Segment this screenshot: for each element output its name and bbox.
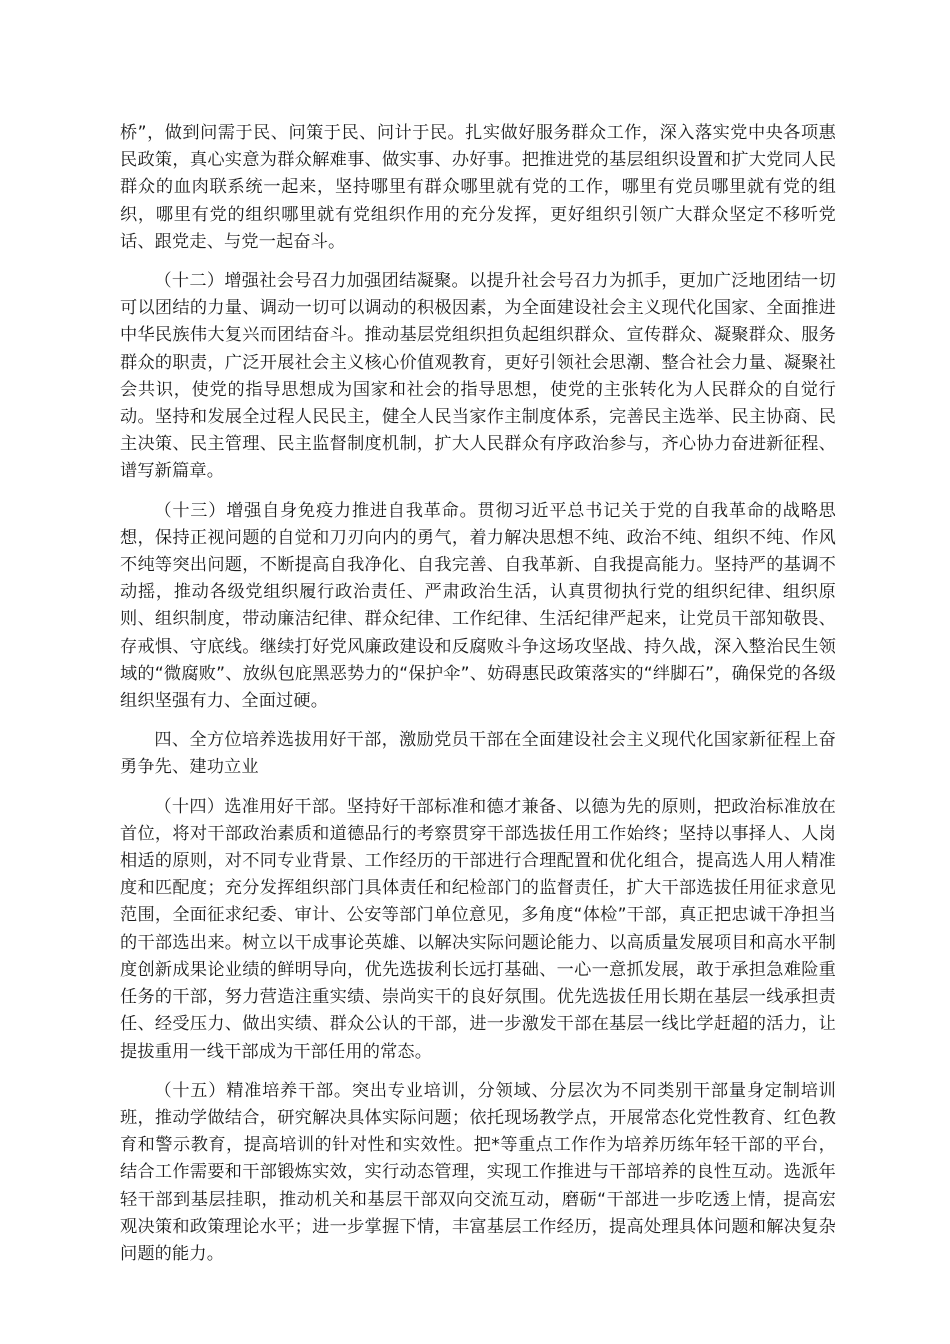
paragraph-section-12: （十二）增强社会号召力加强团结凝聚。以提升社会号召力为抓手，更加广泛地团结一切可以团结的力量、调动一切可以调动的积极因素，为全面建设社会主义现代化国家、全面推进中华民族伟大复兴而团结奋斗。推动基层党组织担负起组织群众、宣传群众、凝聚群众、服务群众的职责，广泛开展社会主义核心价值观教育，更好引领社会思潮、整合社会力量、凝聚社会共识，使党的指导思想成为国家和社会的指导思想，使党的主张转化为人民群众的自觉行动。坚持和发展全过程人民民主，健全人民当家作主制度体系，完善民主选举、民主协商、民主决策、民主管理、民主监督制度机制，扩大人民群众有序政治参与，齐心协力奋进新征程、谱写新篇章。 bbox=[120, 271, 836, 482]
paragraph-section-15: （十五）精准培养干部。突出专业培训，分领域、分层次为不同类别干部量身定制培训班，推动学做结合，研究解决具体实际问题；依托现场教学点，开展常态化党性教育、红色教育和警示教育，提高培训的针对性和实效性。把*等重点工作作为培养历练年轻干部的平台，结合工作需要和干部锻炼实效，实行动态管理，实现工作推进与干部培养的良性互动。选派年轻干部到基层挂职，推动机关和基层干部双向交流互动，磨砺“干部进一步吃透上情，提高宏观决策和政策理论水平；进一步掌握下情，丰富基层工作经历，提高处理具体问题和解决复杂问题的能力。 bbox=[120, 1080, 836, 1264]
paragraph-section-13: （十三）增强自身免疫力推进自我革命。贯彻习近平总书记关于党的自我革命的战略思想，保持正视问题的自觉和刀刃向内的勇气，着力解决思想不纯、政治不纯、组织不纯、作风不纯等突出问题，不断提高自我净化、自我完善、自我革新、自我提高能力。坚持严的基调不动摇，推动各级党组织履行政治责任、严肃政治生活，认真贯彻执行党的组织纪律、组织原则、组织制度，带动廉洁纪律、群众纪律、工作纪律、生活纪律严起来，让党员干部知敬畏、存戒惧、守底线。继续打好党风廉政建设和反腐败斗争这场攻坚战、持久战，深入整治民生领域的“微腐败”、放纵包庇黑恶势力的“保护伞”、妨碍惠民政策落实的“绊脚石”，确保党的各级组织坚强有力、全面过硬。 bbox=[120, 500, 836, 712]
section-heading-4: 四、全方位培养选拔用好干部，激励党员干部在全面建设社会主义现代化国家新征程上奋勇争先、建功立业 bbox=[120, 730, 836, 778]
document-page bbox=[120, 120, 836, 1280]
paragraph-continuation: 桥”，做到问需于民、问策于民、问计于民。扎实做好服务群众工作，深入落实党中央各项惠民政策，真心实意为群众解难事、做实事、办好事。把推进党的基层组织设置和扩大党同人民群众的血肉联系统一起来，坚持哪里有群众哪里就有党的工作，哪里有党员哪里就有党的组织，哪里有党的组织哪里就有党组织作用的充分发挥，更好组织引领广大群众坚定不移听党话、跟党走、与党一起奋斗。 bbox=[120, 123, 836, 252]
paragraph-section-14: （十四）选准用好干部。坚持好干部标准和德才兼备、以德为先的原则，把政治标准放在首位，将对干部政治素质和道德品行的考察贯穿干部选拔任用工作始终；坚持以事择人、人岗相适的原则，对不同专业背景、工作经历的干部进行合理配置和优化组合，提高选人用人精准度和匹配度；充分发挥组织部门具体责任和纪检部门的监督责任，扩大干部选拔任用征求意见范围，全面征求纪委、审计、公安等部门单位意见，多角度“体检”干部，真正把忠诚干净担当的干部选出来。树立以干成事论英雄、以解决实际问题论能力、以高质量发展项目和高水平制度创新成果论业绩的鲜明导向，优先选拔利长远打基础、一心一意抓发展，敢于承担急难险重任务的干部，努力营造注重实绩、崇尚实干的良好氛围。优先选拔任用长期在基层一线承担责任、经受压力、做出实绩、群众公认的干部，进一步激发干部在基层一线比学赶超的活力，让提拔重用一线干部成为干部任用的常态。 bbox=[120, 796, 836, 1062]
